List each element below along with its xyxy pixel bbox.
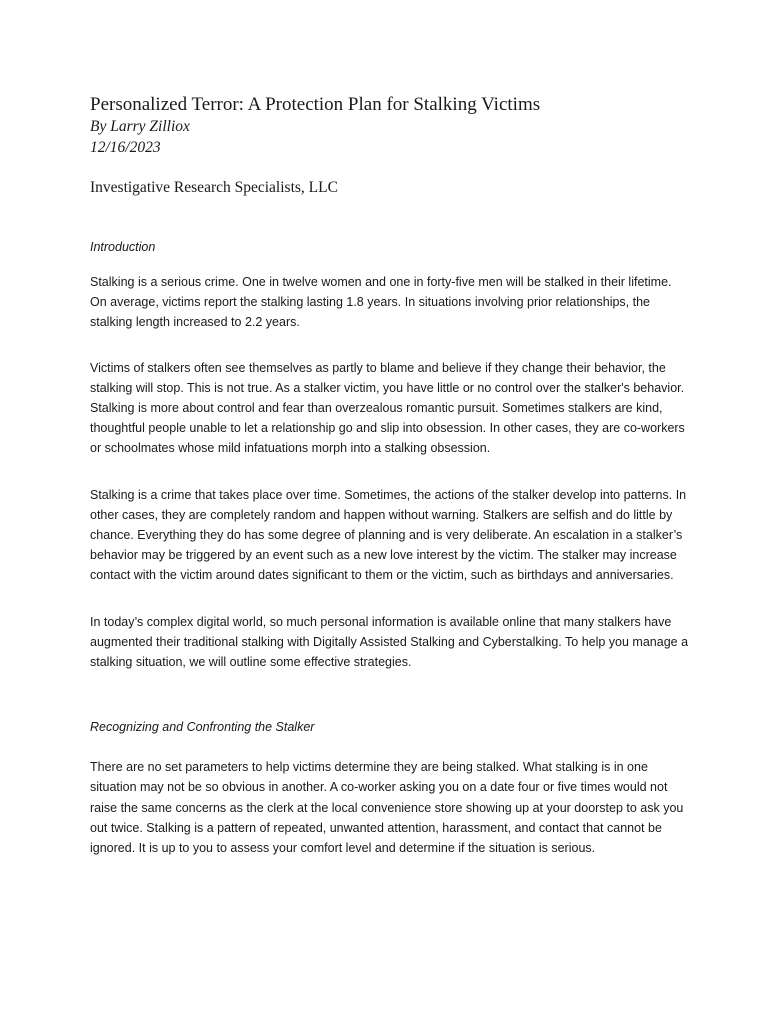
author-byline: By Larry Zilliox <box>90 118 190 135</box>
document-body <box>90 94 690 858</box>
publication-date: 12/16/2023 <box>90 139 161 156</box>
paragraph: In today’s complex digital world, so much personal information is available online that many stalkers have augmented their traditional stalking with Digitally Assisted Stalking and Cyberstalking. To help you manage a stalking situation, we will outline some effective strategies. <box>90 614 689 670</box>
section-heading-recognizing: Recognizing and Confronting the Stalker <box>90 720 315 735</box>
document-title: Personalized Terror: A Protection Plan for Stalking Victims <box>90 94 541 115</box>
paragraph: There are no set parameters to help victims determine they are being stalked. What stalking is in one situation may not be so obvious in another. A co-worker asking you on a date four or five times would not raise the same concerns as the clerk at the local convenience store showing up at your doorstep to ask you out twice. Stalking is a pattern of repeated, unwanted attention, harassment, and contact that cannot be ignored. It is up to you to assess your comfort level and determine if the situation is serious. <box>90 760 684 856</box>
paragraph: Stalking is a serious crime. One in twelve women and one in forty-five men will be stalked in their lifetime. On average, victims report the stalking lasting 1.8 years. In situations involving prior relationships, the stalking length increased to 2.2 years. <box>90 275 672 330</box>
paragraph: Victims of stalkers often see themselves as partly to blame and believe if they change their behavior, the stalking will stop. This is not true. As a stalker victim, you have little or no control over the stalker's behavior. Stalking is more about control and fear than overzealous romantic pursuit. Sometimes stalkers are kind, thoughtful people unable to let a relationship go and slip into obsession. In other cases, they are co-workers or schoolmates whose mild infatuations morph into a stalking obsession. <box>90 360 685 456</box>
section-heading-introduction: Introduction <box>90 240 156 254</box>
organization-name: Investigative Research Specialists, LLC <box>90 179 338 196</box>
paragraph: Stalking is a crime that takes place over time. Sometimes, the actions of the stalker develop into patterns. In other cases, they are completely random and happen without warning. Stalkers are selfish and do little by chance. Everything they do has some degree of planning and is very deliberate. An escalation in a stalker’s behavior may be triggered by an event such as a new love interest by the victim. The stalker may increase contact with the victim around dates significant to them or the victim, such as birthdays and anniversaries. <box>90 487 687 583</box>
